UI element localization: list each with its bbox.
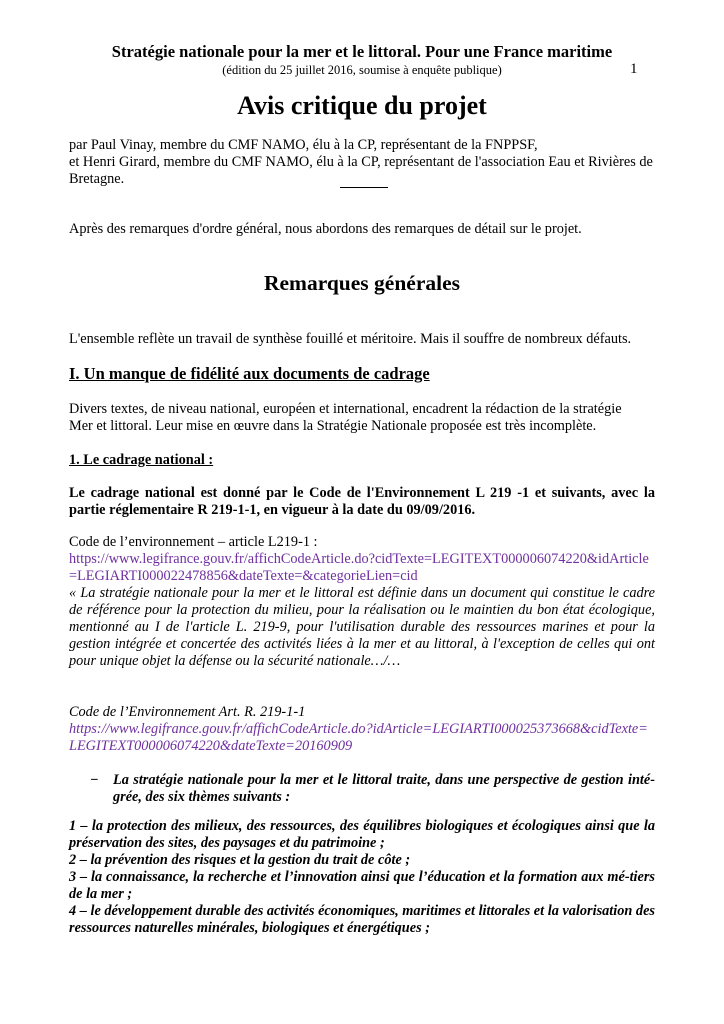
theme-item-3: 3 – la connaissance, la recherche et l’innovation ainsi que l’éducation et la formation aux mé-tiers de la mer ; [69,869,655,902]
authors-block [69,137,655,188]
author-line-2: et Henri Girard, membre du CMF NAMO, élu à la CP, représentant de l'association Eau et Rivières de Bretagne. [69,154,653,187]
page-title: Avis critique du projet [237,91,487,120]
article-r219-label: Code de l’Environnement Art. R. 219-1-1 [69,704,306,720]
article-quote: « La stratégie nationale pour la mer et le littoral est définie dans un document qui constitue le cadre de référence pour la protection du milieu, pour la réalisation ou le maintien du bon état écologique, mentionné au I de l'article L. 219-9, pour l'utilisation durable des ressources marines et pour la gestion intégrée et concertée des activités liées à la mer et au littoral, à l'exception de celles qui ont pour unique objet la défense ou la sécurité nationale…/… [69,585,655,669]
theme-item-4: 4 – le développement durable des activités économiques, maritimes et littorales et la valorisation des ressources naturelles minérales, biologiques et énergétiques ; [69,903,655,936]
summary-paragraph: L'ensemble reflète un travail de synthèse fouillé et méritoire. Mais il souffre de nombreux défauts. [69,331,632,347]
page-number: 1 [630,61,638,77]
legifrance-link-l219[interactable]: https://www.legifrance.gouv.fr/affichCodeArticle.do?cidTexte=LEGITEXT000006074220&idArticle=LEGIARTI000022478856&dateTexte=&categorieLien=cid [69,551,649,584]
part1-paragraph: Divers textes, de niveau national, européen et international, encadrent la rédaction de la stratégie Mer et littoral. Leur mise en œuvre dans la Stratégie Nationale proposée est très incomplète. [69,401,622,434]
separator-line [340,187,388,188]
code-reference-block [69,534,655,670]
theme-item-1: 1 – la protection des milieux, des ressources, des équilibres biologiques et écologiques ainsi que la préservation des sites, des paysages et du patrimoine ; [69,818,655,851]
theme-item-2: 2 – la prévention des risques et la gestion du trait de côte ; [69,852,411,868]
dash-bullet: − [90,772,99,788]
subsection-heading: 1. Le cadrage national : [69,452,214,468]
intro-paragraph: Après des remarques d'ordre général, nous abordons des remarques de détail sur le projet. [69,221,582,237]
document-title: Stratégie nationale pour la mer et le littoral. Pour une France maritime [111,42,613,61]
dash-item-text: La stratégie nationale pour la mer et le littoral traite, dans une perspective de gestion inté-grée, des six thèmes suivants : [113,772,655,805]
edition-note: (édition du 25 juillet 2016, soumise à enquête publique) [222,63,502,77]
themes-list [69,818,655,937]
section-heading: Remarques générales [263,271,461,295]
legifrance-link-r219[interactable]: https://www.legifrance.gouv.fr/affichCodeArticle.do?idArticle=LEGIARTI000025373668&cidTexte=LEGITEXT000006074220&dateTexte=20160909 [69,721,648,754]
code-article-label: Code de l’environnement – article L219-1 : [69,534,318,550]
cadrage-paragraph: Le cadrage national est donné par le Code de l'Environnement L 219 -1 et suivants, avec la partie réglementaire R 219-1-1, en vigueur à la date du 09/09/2016. [69,485,655,518]
author-line-1: par Paul Vinay, membre du CMF NAMO, élu à la CP, représentant de la FNPPSF, [69,137,538,153]
part1-heading: I. Un manque de fidélité aux documents de cadrage [69,364,430,383]
article-r219-block [69,704,655,755]
